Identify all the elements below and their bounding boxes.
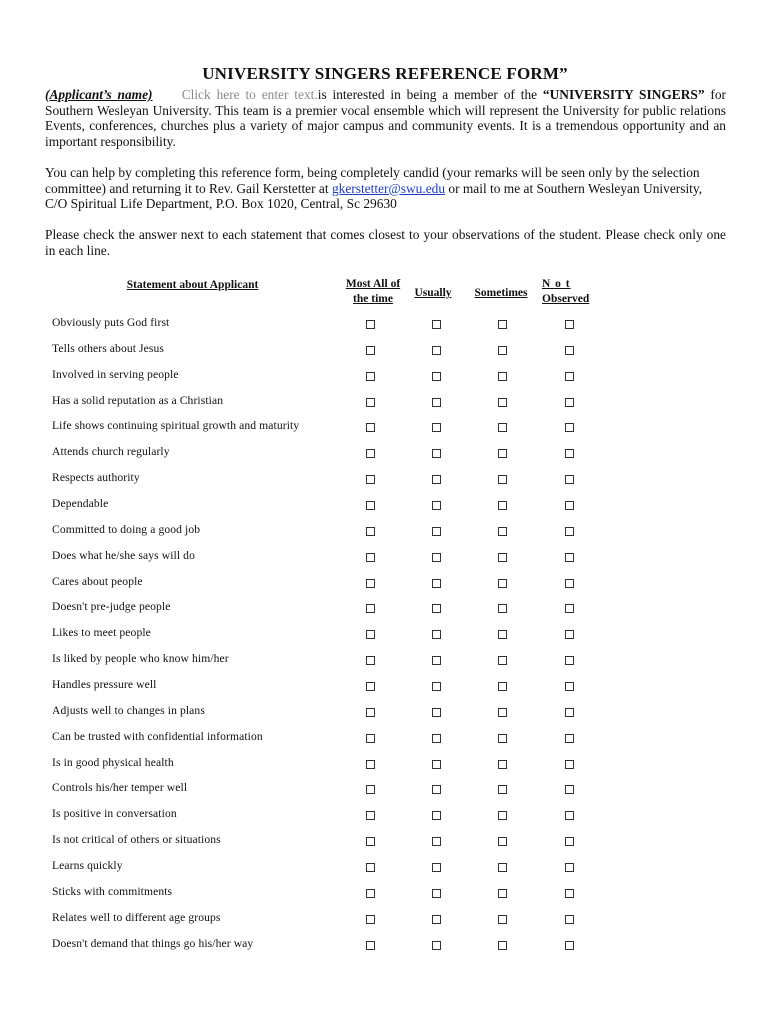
table-row — [0, 879, 770, 905]
statement-label: Doesn't demand that things go his/her way — [52, 936, 254, 950]
checkbox-not-observed[interactable] — [565, 811, 574, 820]
checkbox-not-observed[interactable] — [565, 553, 574, 562]
table-row — [0, 413, 770, 439]
header-most-all-of-the-time: Most All of the time — [345, 278, 401, 305]
statement-label: Learns quickly — [52, 859, 123, 873]
checkbox-usually[interactable] — [432, 501, 441, 510]
checkbox-most-all-of-the-time[interactable] — [366, 656, 375, 665]
checkbox-usually[interactable] — [432, 604, 441, 613]
checkbox-most-all-of-the-time[interactable] — [366, 837, 375, 846]
table-row — [0, 646, 770, 672]
checkbox-most-all-of-the-time[interactable] — [366, 346, 375, 355]
checkbox-not-observed[interactable] — [565, 630, 574, 639]
checkbox-sometimes[interactable] — [498, 398, 507, 407]
statement-label: Can be trusted with confidential information — [52, 729, 263, 743]
checkbox-not-observed[interactable] — [565, 398, 574, 407]
checkbox-usually[interactable] — [432, 449, 441, 458]
checkbox-sometimes[interactable] — [498, 320, 507, 329]
statement-label: Sticks with commitments — [52, 884, 173, 898]
help-paragraph — [45, 165, 726, 212]
checkbox-most-all-of-the-time[interactable] — [366, 941, 375, 950]
checkbox-most-all-of-the-time[interactable] — [366, 501, 375, 510]
checkbox-most-all-of-the-time[interactable] — [366, 889, 375, 898]
table-row — [0, 310, 770, 336]
checkbox-not-observed[interactable] — [565, 734, 574, 743]
ensemble-name: “UNIVERSITY SINGERS” — [542, 87, 705, 102]
table-row — [0, 543, 770, 569]
checkbox-sometimes[interactable] — [498, 553, 507, 562]
checkbox-sometimes[interactable] — [498, 682, 507, 691]
statement-label: Dependable — [52, 497, 109, 511]
header-not-observed — [542, 277, 608, 307]
checkbox-usually[interactable] — [432, 423, 441, 432]
checkbox-not-observed[interactable] — [565, 449, 574, 458]
checkbox-sometimes[interactable] — [498, 708, 507, 717]
checkbox-not-observed[interactable] — [565, 604, 574, 613]
checkbox-most-all-of-the-time[interactable] — [366, 372, 375, 381]
statement-label: Controls his/her temper well — [52, 781, 188, 795]
table-row — [0, 439, 770, 465]
statement-label: Has a solid reputation as a Christian — [52, 393, 224, 407]
help-text-1: You can help by completing this reference form, being completely candid (your remarks will be seen only by the selection committee) and returning it to Rev. Gail Kerstetter at — [45, 165, 700, 196]
table-row — [0, 698, 770, 724]
statement-label: Involved in serving people — [52, 367, 179, 381]
checkbox-usually[interactable] — [432, 837, 441, 846]
checkbox-not-observed[interactable] — [565, 760, 574, 769]
checkbox-sometimes[interactable] — [498, 475, 507, 484]
checkbox-sometimes[interactable] — [498, 889, 507, 898]
checkbox-most-all-of-the-time[interactable] — [366, 553, 375, 562]
table-row — [0, 672, 770, 698]
checkbox-usually[interactable] — [432, 398, 441, 407]
checkbox-usually[interactable] — [432, 346, 441, 355]
checkbox-most-all-of-the-time[interactable] — [366, 682, 375, 691]
statement-label: Is not critical of others or situations — [52, 833, 221, 847]
checkbox-usually[interactable] — [432, 811, 441, 820]
intro-paragraph — [45, 87, 726, 149]
checkbox-most-all-of-the-time[interactable] — [366, 915, 375, 924]
checkbox-sometimes[interactable] — [498, 760, 507, 769]
intro-text-1: is interested in being a member of the — [317, 87, 543, 102]
header-not-observed-line1: N o t — [542, 278, 571, 290]
applicant-name-label: (Applicant’s name) — [45, 87, 153, 102]
checkbox-usually[interactable] — [432, 734, 441, 743]
checkbox-sometimes[interactable] — [498, 656, 507, 665]
checkbox-usually[interactable] — [432, 708, 441, 717]
statement-label: Doesn't pre-judge people — [52, 600, 171, 614]
table-row — [0, 491, 770, 517]
checkbox-most-all-of-the-time[interactable] — [366, 708, 375, 717]
statement-label: Is liked by people who know him/her — [52, 652, 229, 666]
checkbox-most-all-of-the-time[interactable] — [366, 449, 375, 458]
checkbox-most-all-of-the-time[interactable] — [366, 760, 375, 769]
checkbox-usually[interactable] — [432, 915, 441, 924]
table-row — [0, 620, 770, 646]
statement-label: Handles pressure well — [52, 678, 157, 692]
checkbox-not-observed[interactable] — [565, 708, 574, 717]
checkbox-most-all-of-the-time[interactable] — [366, 811, 375, 820]
header-statement: Statement about Applicant — [126, 279, 259, 291]
checkbox-usually[interactable] — [432, 372, 441, 381]
table-row — [0, 362, 770, 388]
statement-label: Respects authority — [52, 471, 140, 485]
statement-label: Obviously puts God first — [52, 316, 170, 329]
table-row — [0, 801, 770, 827]
checkbox-sometimes[interactable] — [498, 346, 507, 355]
checkbox-sometimes[interactable] — [498, 734, 507, 743]
checkbox-sometimes[interactable] — [498, 527, 507, 536]
statement-label: Likes to meet people — [52, 626, 151, 640]
checkbox-not-observed[interactable] — [565, 501, 574, 510]
checkbox-not-observed[interactable] — [565, 941, 574, 950]
checkbox-sometimes[interactable] — [498, 915, 507, 924]
checkbox-usually[interactable] — [432, 527, 441, 536]
checkbox-usually[interactable] — [432, 579, 441, 588]
checkbox-not-observed[interactable] — [565, 475, 574, 484]
statement-label: Tells others about Jesus — [52, 341, 165, 355]
checkbox-sometimes[interactable] — [498, 449, 507, 458]
checkbox-not-observed[interactable] — [565, 423, 574, 432]
checkbox-usually[interactable] — [432, 785, 441, 794]
table-row — [0, 931, 770, 957]
statement-table — [0, 310, 770, 956]
table-row — [0, 465, 770, 491]
statement-label: Cares about people — [52, 574, 143, 588]
checkbox-sometimes[interactable] — [498, 579, 507, 588]
checkbox-not-observed[interactable] — [565, 579, 574, 588]
help-text-2: or mail to me at Southern Wesleyan University, C/O Spiritual Life Department, P.O. Box 1020, Central, Sc 29630 — [45, 180, 703, 212]
checkbox-not-observed[interactable] — [565, 656, 574, 665]
form-title: UNIVERSITY SINGERS REFERENCE FORM” — [202, 64, 568, 83]
table-row — [0, 827, 770, 853]
checkbox-sometimes[interactable] — [498, 372, 507, 381]
table-row — [0, 388, 770, 414]
checkbox-not-observed[interactable] — [565, 320, 574, 329]
checkbox-not-observed[interactable] — [565, 889, 574, 898]
checkbox-sometimes[interactable] — [498, 785, 507, 794]
statement-label: Adjusts well to changes in plans — [52, 703, 205, 717]
checkbox-sometimes[interactable] — [498, 630, 507, 639]
checkbox-usually[interactable] — [432, 320, 441, 329]
checkbox-most-all-of-the-time[interactable] — [366, 604, 375, 613]
email-link[interactable]: gkerstetter@swu.edu — [331, 180, 446, 196]
header-usually: Usually — [414, 287, 452, 299]
checkbox-usually[interactable] — [432, 760, 441, 769]
checkbox-sometimes[interactable] — [498, 423, 507, 432]
table-row — [0, 775, 770, 801]
table-row — [0, 594, 770, 620]
checkbox-most-all-of-the-time[interactable] — [366, 527, 375, 536]
checkbox-not-observed[interactable] — [565, 346, 574, 355]
checkbox-most-all-of-the-time[interactable] — [366, 320, 375, 329]
checkbox-most-all-of-the-time[interactable] — [366, 785, 375, 794]
table-row — [0, 517, 770, 543]
table-row — [0, 853, 770, 879]
checkbox-sometimes[interactable] — [498, 863, 507, 872]
intro-text-2: for Southern Wesleyan University. This team is a premier vocal ensemble which will represent the University for public relations Events, conferences, churches plus a variety of major campus and community events. It is a tremendous opportunity and an important responsibility. — [45, 87, 726, 149]
statement-label: Does what he/she says will do — [52, 548, 195, 562]
checkbox-usually[interactable] — [432, 630, 441, 639]
table-row — [0, 336, 770, 362]
checkbox-sometimes[interactable] — [498, 501, 507, 510]
checkbox-sometimes[interactable] — [498, 604, 507, 613]
checkbox-usually[interactable] — [432, 889, 441, 898]
checkbox-most-all-of-the-time[interactable] — [366, 475, 375, 484]
header-not-observed-line2: Observed — [542, 293, 590, 305]
checkbox-most-all-of-the-time[interactable] — [366, 398, 375, 407]
checkbox-most-all-of-the-time[interactable] — [366, 863, 375, 872]
instructions-paragraph: Please check the answer next to each statement that comes closest to your observations of the student. Please check only one in each line. — [45, 227, 726, 258]
statement-label: Attends church regularly — [52, 445, 170, 459]
applicant-name-field[interactable]: Click here to enter text. — [181, 87, 318, 102]
statement-label: Committed to doing a good job — [52, 522, 201, 536]
checkbox-not-observed[interactable] — [565, 837, 574, 846]
checkbox-usually[interactable] — [432, 682, 441, 691]
checkbox-most-all-of-the-time[interactable] — [366, 630, 375, 639]
checkbox-sometimes[interactable] — [498, 941, 507, 950]
statement-label: Life shows continuing spiritual growth and maturity — [52, 419, 300, 433]
statement-label: Relates well to different age groups — [52, 910, 221, 924]
checkbox-not-observed[interactable] — [565, 915, 574, 924]
checkbox-not-observed[interactable] — [565, 785, 574, 794]
checkbox-not-observed[interactable] — [565, 863, 574, 872]
checkbox-usually[interactable] — [432, 553, 441, 562]
checkbox-most-all-of-the-time[interactable] — [366, 579, 375, 588]
header-sometimes: Sometimes — [474, 287, 528, 299]
checkbox-not-observed[interactable] — [565, 527, 574, 536]
checkbox-usually[interactable] — [432, 941, 441, 950]
checkbox-most-all-of-the-time[interactable] — [366, 734, 375, 743]
statement-label: Is positive in conversation — [52, 807, 177, 821]
checkbox-usually[interactable] — [432, 475, 441, 484]
statement-label: Is in good physical health — [52, 755, 174, 769]
table-row — [0, 905, 770, 931]
table-row — [0, 750, 770, 776]
checkbox-usually[interactable] — [432, 656, 441, 665]
checkbox-sometimes[interactable] — [498, 811, 507, 820]
checkbox-sometimes[interactable] — [498, 837, 507, 846]
checkbox-not-observed[interactable] — [565, 372, 574, 381]
table-row — [0, 724, 770, 750]
checkbox-most-all-of-the-time[interactable] — [366, 423, 375, 432]
checkbox-not-observed[interactable] — [565, 682, 574, 691]
checkbox-usually[interactable] — [432, 863, 441, 872]
table-row — [0, 569, 770, 595]
